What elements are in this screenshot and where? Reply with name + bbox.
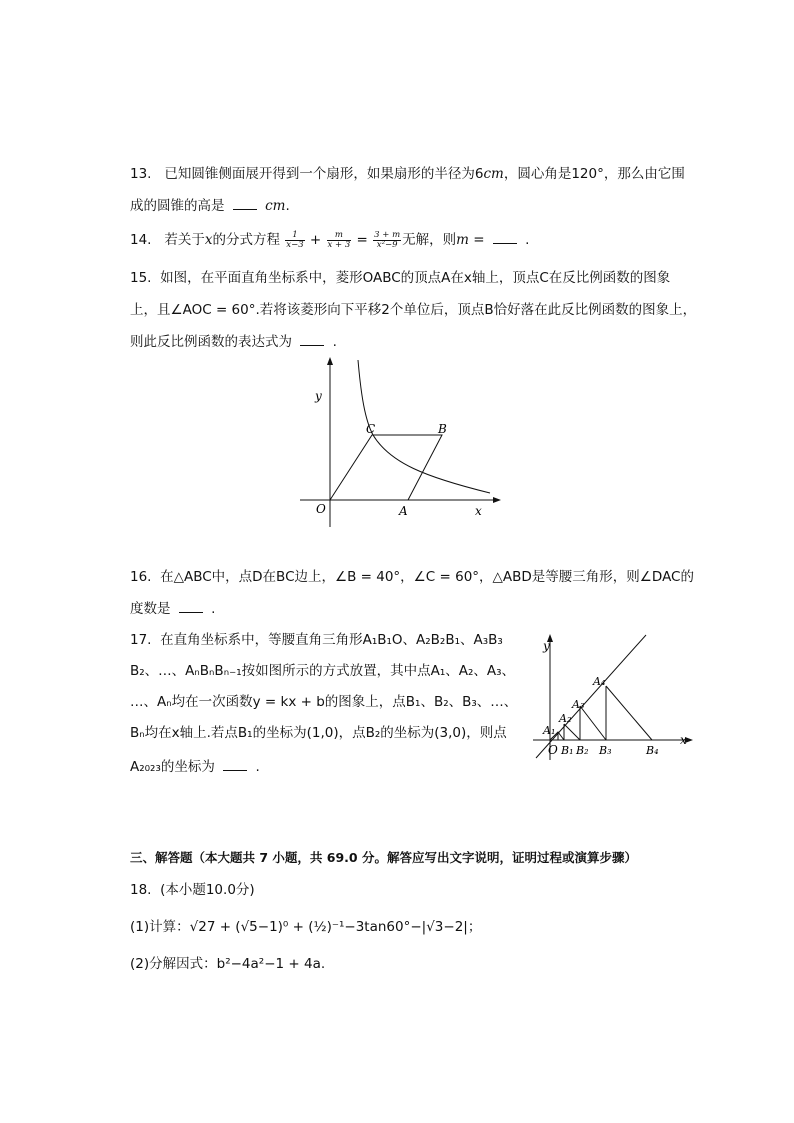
hyp-4: [606, 686, 652, 740]
q18-part1-text: (1)计算：√27 + (√5−1)⁰ + (½)⁻¹−3tan60°−|√3−2|；: [130, 919, 482, 935]
q17-line4: [130, 723, 507, 743]
q13-text2: 成的圆锥的高是: [130, 198, 225, 214]
label-A: A: [399, 504, 408, 518]
rhombus-OABC: [330, 435, 442, 500]
label-A1: A₁: [543, 724, 556, 737]
q17-text2: B₂、…、AₙBₙBₙ₋₁按如图所示的方式放置，其中点A₁、A₂、A₃、: [130, 663, 516, 679]
q17-text1: 在直角坐标系中，等腰直角三角形A₁B₁O、A₂B₂B₁、A₃B₃: [160, 632, 503, 648]
label-B3: B₃: [599, 744, 612, 757]
answer-blank[interactable]: [179, 600, 203, 613]
f3-num: 3 + m: [374, 229, 401, 240]
hyp-2: [564, 724, 580, 740]
hyp-3: [580, 706, 606, 740]
q13-text-b: ，圆心角是120°，那么由它围: [503, 166, 685, 182]
label-B1: B₁: [561, 744, 574, 757]
q17-period: .: [255, 759, 260, 775]
q17-number: 17.: [130, 632, 152, 648]
q13-period: .: [285, 198, 290, 214]
q15-text1: 如图，在平面直角坐标系中，菱形OABC的顶点A在x轴上，顶点C在反比例函数的图象: [160, 270, 671, 286]
label-x: x: [475, 504, 482, 518]
q14-m-eq: m =: [456, 232, 485, 248]
q14-text-mid: 的分式方程: [212, 232, 280, 248]
q13-number: 13.: [130, 166, 152, 182]
label-x: x: [680, 733, 687, 747]
q17-line3: [130, 692, 517, 712]
label-y: y: [315, 389, 322, 403]
q18-part1: [130, 917, 481, 937]
label-y: y: [543, 639, 550, 653]
answer-blank[interactable]: [233, 197, 257, 210]
q17-figure: [528, 630, 698, 765]
q15-line3: [130, 332, 337, 352]
q16-number: 16.: [130, 569, 152, 585]
q17-line2: [130, 661, 515, 681]
q17-line1: [130, 630, 503, 650]
section-3-heading: [130, 848, 637, 868]
label-B2: B₂: [576, 744, 589, 757]
q15-line2: [130, 300, 696, 320]
q16-line1: [130, 567, 694, 587]
q13-line1: [130, 164, 685, 184]
plus-sign: +: [309, 232, 322, 248]
q16-line2: [130, 599, 215, 619]
q15-text2: 上，且∠AOC = 60°.若将该菱形向下平移2个单位后，顶点B恰好落在此反比例函数的图象上，: [130, 302, 697, 318]
q15-text3: 则此反比例函数的表达式为: [130, 334, 292, 350]
q18-part2-text: (2)分解因式：b²−4a²−1 + 4a.: [130, 956, 326, 972]
fraction-1: [285, 231, 304, 250]
equals-sign: =: [356, 232, 368, 248]
x-axis-arrow: [493, 497, 501, 503]
q16-period: .: [211, 601, 216, 617]
answer-blank[interactable]: [223, 758, 247, 771]
fraction-2: [327, 231, 352, 250]
f2-den: x + 3: [327, 239, 351, 250]
q18-score: (本小题10.0分): [160, 882, 255, 898]
q18-number: 18.: [130, 882, 152, 898]
q16-text1: 在△ABC中，点D在BC边上，∠B = 40°，∠C = 60°，△ABD是等腰三角形，则∠DAC的: [160, 569, 694, 585]
q13-unit: cm: [483, 166, 504, 182]
q14-text-pre: 若关于: [164, 232, 205, 248]
y-axis-arrow: [327, 357, 333, 365]
label-A2: A₂: [559, 712, 572, 725]
q13-unit2: cm: [265, 198, 286, 214]
q13-text: 已知圆锥侧面展开得到一个扇形，如果扇形的半径为6: [164, 166, 484, 182]
label-A4: A₄: [593, 675, 606, 688]
section-3-title: 三、解答题（本大题共 7 小题，共 69.0 分。解答应写出文字说明，证明过程或演算步骤）: [130, 850, 637, 865]
label-O: O: [316, 502, 326, 516]
f1-num: 1: [285, 231, 304, 241]
q17-line5: [130, 757, 260, 777]
f3-den: x²−9: [376, 239, 398, 250]
q14-number: 14.: [130, 232, 152, 248]
label-O: O: [548, 743, 558, 757]
label-B: B: [438, 422, 447, 436]
hyperbola-curve: [358, 360, 490, 493]
q14-var: x: [204, 232, 213, 248]
answer-blank[interactable]: [493, 231, 517, 244]
q18-part2: [130, 954, 325, 974]
answer-blank[interactable]: [300, 333, 324, 346]
f2-num: m: [327, 231, 352, 241]
q17-text5: A₂₀₂₃的坐标为: [130, 759, 215, 775]
q15-period: .: [332, 334, 337, 350]
label-A3: A₃: [572, 698, 585, 711]
q15-number: 15.: [130, 270, 152, 286]
label-C: C: [366, 422, 376, 436]
f1-den: x−3: [286, 239, 304, 250]
q17-text4: Bₙ均在x轴上.若点B₁的坐标为(1,0)，点B₂的坐标为(3,0)，则点: [130, 725, 507, 741]
q16-text2: 度数是: [130, 601, 171, 617]
q13-line2: [130, 196, 290, 216]
q15-figure: [295, 355, 505, 530]
q17-text3: …、Aₙ均在一次函数y = kx + b的图象上，点B₁、B₂、B₃、…、: [130, 694, 518, 710]
q18-header: [130, 880, 255, 900]
q14-period: .: [525, 232, 530, 248]
q14-text-post: 无解，则: [402, 232, 457, 248]
fraction-3: [373, 231, 401, 250]
q15-line1: [130, 268, 670, 288]
label-B4: B₄: [646, 744, 659, 757]
q14-line: [130, 230, 529, 250]
